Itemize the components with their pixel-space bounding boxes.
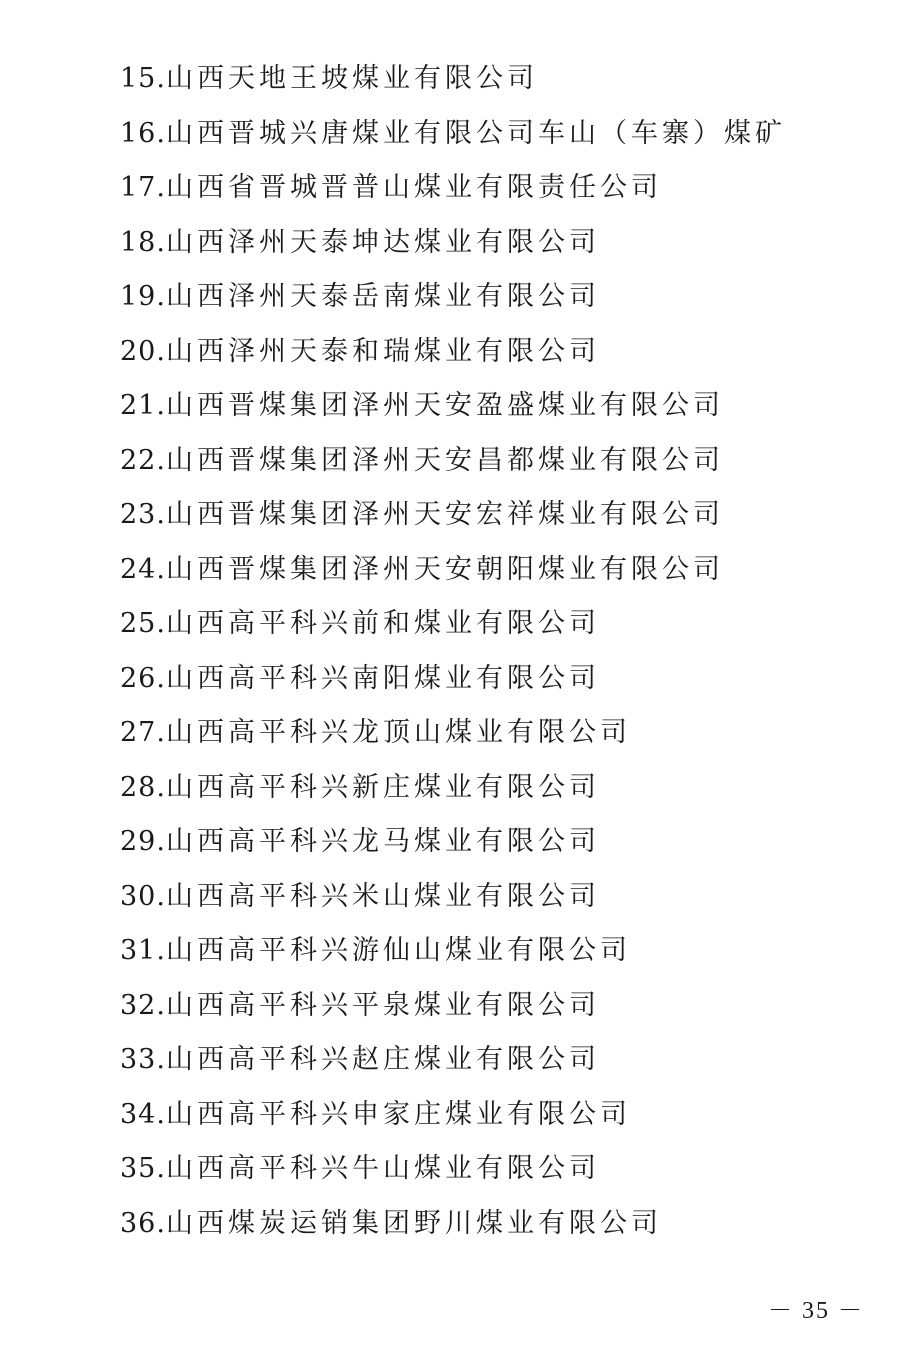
item-number: 18. bbox=[120, 226, 166, 258]
list-item bbox=[120, 979, 786, 1034]
list-item bbox=[120, 543, 786, 598]
list-item bbox=[120, 815, 786, 870]
item-text: 山西晋煤集团泽州天安宏祥煤业有限公司 bbox=[165, 499, 724, 530]
list-item bbox=[120, 161, 786, 216]
item-text: 山西晋煤集团泽州天安朝阳煤业有限公司 bbox=[165, 553, 724, 585]
item-number: 29. bbox=[120, 826, 166, 857]
list-item bbox=[120, 1197, 786, 1252]
item-number: 33. bbox=[120, 1044, 166, 1075]
item-number: 26. bbox=[120, 662, 166, 694]
list-item bbox=[120, 652, 786, 707]
item-number: 25. bbox=[120, 608, 166, 639]
item-text: 山西高平科兴龙马煤业有限公司 bbox=[165, 826, 600, 857]
item-number: 24. bbox=[120, 553, 166, 585]
list-item bbox=[120, 1142, 786, 1197]
list-item bbox=[120, 761, 786, 816]
item-number: 28. bbox=[120, 771, 166, 803]
item-number: 27. bbox=[120, 717, 166, 748]
item-text: 山西高平科兴赵庄煤业有限公司 bbox=[165, 1044, 600, 1075]
item-number: 19. bbox=[120, 281, 166, 312]
list-item bbox=[120, 52, 786, 107]
item-number: 16. bbox=[120, 117, 166, 149]
item-text: 山西天地王坡煤业有限公司 bbox=[165, 63, 538, 94]
item-number: 32. bbox=[120, 989, 166, 1021]
item-number: 30. bbox=[120, 880, 166, 912]
item-text: 山西高平科兴龙顶山煤业有限公司 bbox=[165, 717, 631, 748]
item-text: 山西高平科兴米山煤业有限公司 bbox=[165, 880, 600, 912]
item-text: 山西高平科兴牛山煤业有限公司 bbox=[165, 1153, 600, 1184]
item-text: 山西高平科兴新庄煤业有限公司 bbox=[165, 771, 600, 803]
item-number: 20. bbox=[120, 335, 166, 367]
item-text: 山西泽州天泰岳南煤业有限公司 bbox=[165, 281, 600, 312]
item-number: 34. bbox=[120, 1098, 166, 1130]
item-number: 22. bbox=[120, 444, 166, 476]
list-item bbox=[120, 325, 786, 380]
item-text: 山西高平科兴游仙山煤业有限公司 bbox=[165, 935, 631, 966]
item-number: 15. bbox=[120, 63, 166, 94]
item-text: 山西高平科兴前和煤业有限公司 bbox=[165, 608, 600, 639]
list-item bbox=[120, 270, 786, 325]
item-number: 23. bbox=[120, 499, 166, 530]
item-number: 17. bbox=[120, 172, 166, 203]
list-item bbox=[120, 216, 786, 271]
list-item bbox=[120, 870, 786, 925]
item-text: 山西泽州天泰和瑞煤业有限公司 bbox=[165, 335, 600, 367]
list-item bbox=[120, 379, 786, 434]
list-item bbox=[120, 434, 786, 489]
item-text: 山西晋城兴唐煤业有限公司车山（车寨）煤矿 bbox=[165, 117, 786, 149]
list-item bbox=[120, 1088, 786, 1143]
item-text: 山西煤炭运销集团野川煤业有限公司 bbox=[165, 1207, 662, 1239]
item-number: 31. bbox=[120, 935, 166, 966]
item-number: 35. bbox=[120, 1153, 166, 1184]
item-text: 山西高平科兴南阳煤业有限公司 bbox=[165, 662, 600, 694]
list-item bbox=[120, 1033, 786, 1088]
page-number: － 35 － bbox=[768, 1298, 864, 1324]
list-item bbox=[120, 597, 786, 652]
item-number: 21. bbox=[120, 390, 166, 421]
item-text: 山西省晋城晋普山煤业有限责任公司 bbox=[165, 172, 662, 203]
list-item bbox=[120, 706, 786, 761]
company-list bbox=[120, 52, 786, 1251]
list-item bbox=[120, 107, 786, 162]
list-item bbox=[120, 924, 786, 979]
item-text: 山西晋煤集团泽州天安昌都煤业有限公司 bbox=[165, 444, 724, 476]
item-text: 山西高平科兴申家庄煤业有限公司 bbox=[165, 1098, 631, 1130]
item-number: 36. bbox=[120, 1207, 166, 1239]
item-text: 山西晋煤集团泽州天安盈盛煤业有限公司 bbox=[165, 390, 724, 421]
list-item bbox=[120, 488, 786, 543]
item-text: 山西泽州天泰坤达煤业有限公司 bbox=[165, 226, 600, 258]
item-text: 山西高平科兴平泉煤业有限公司 bbox=[165, 989, 600, 1021]
